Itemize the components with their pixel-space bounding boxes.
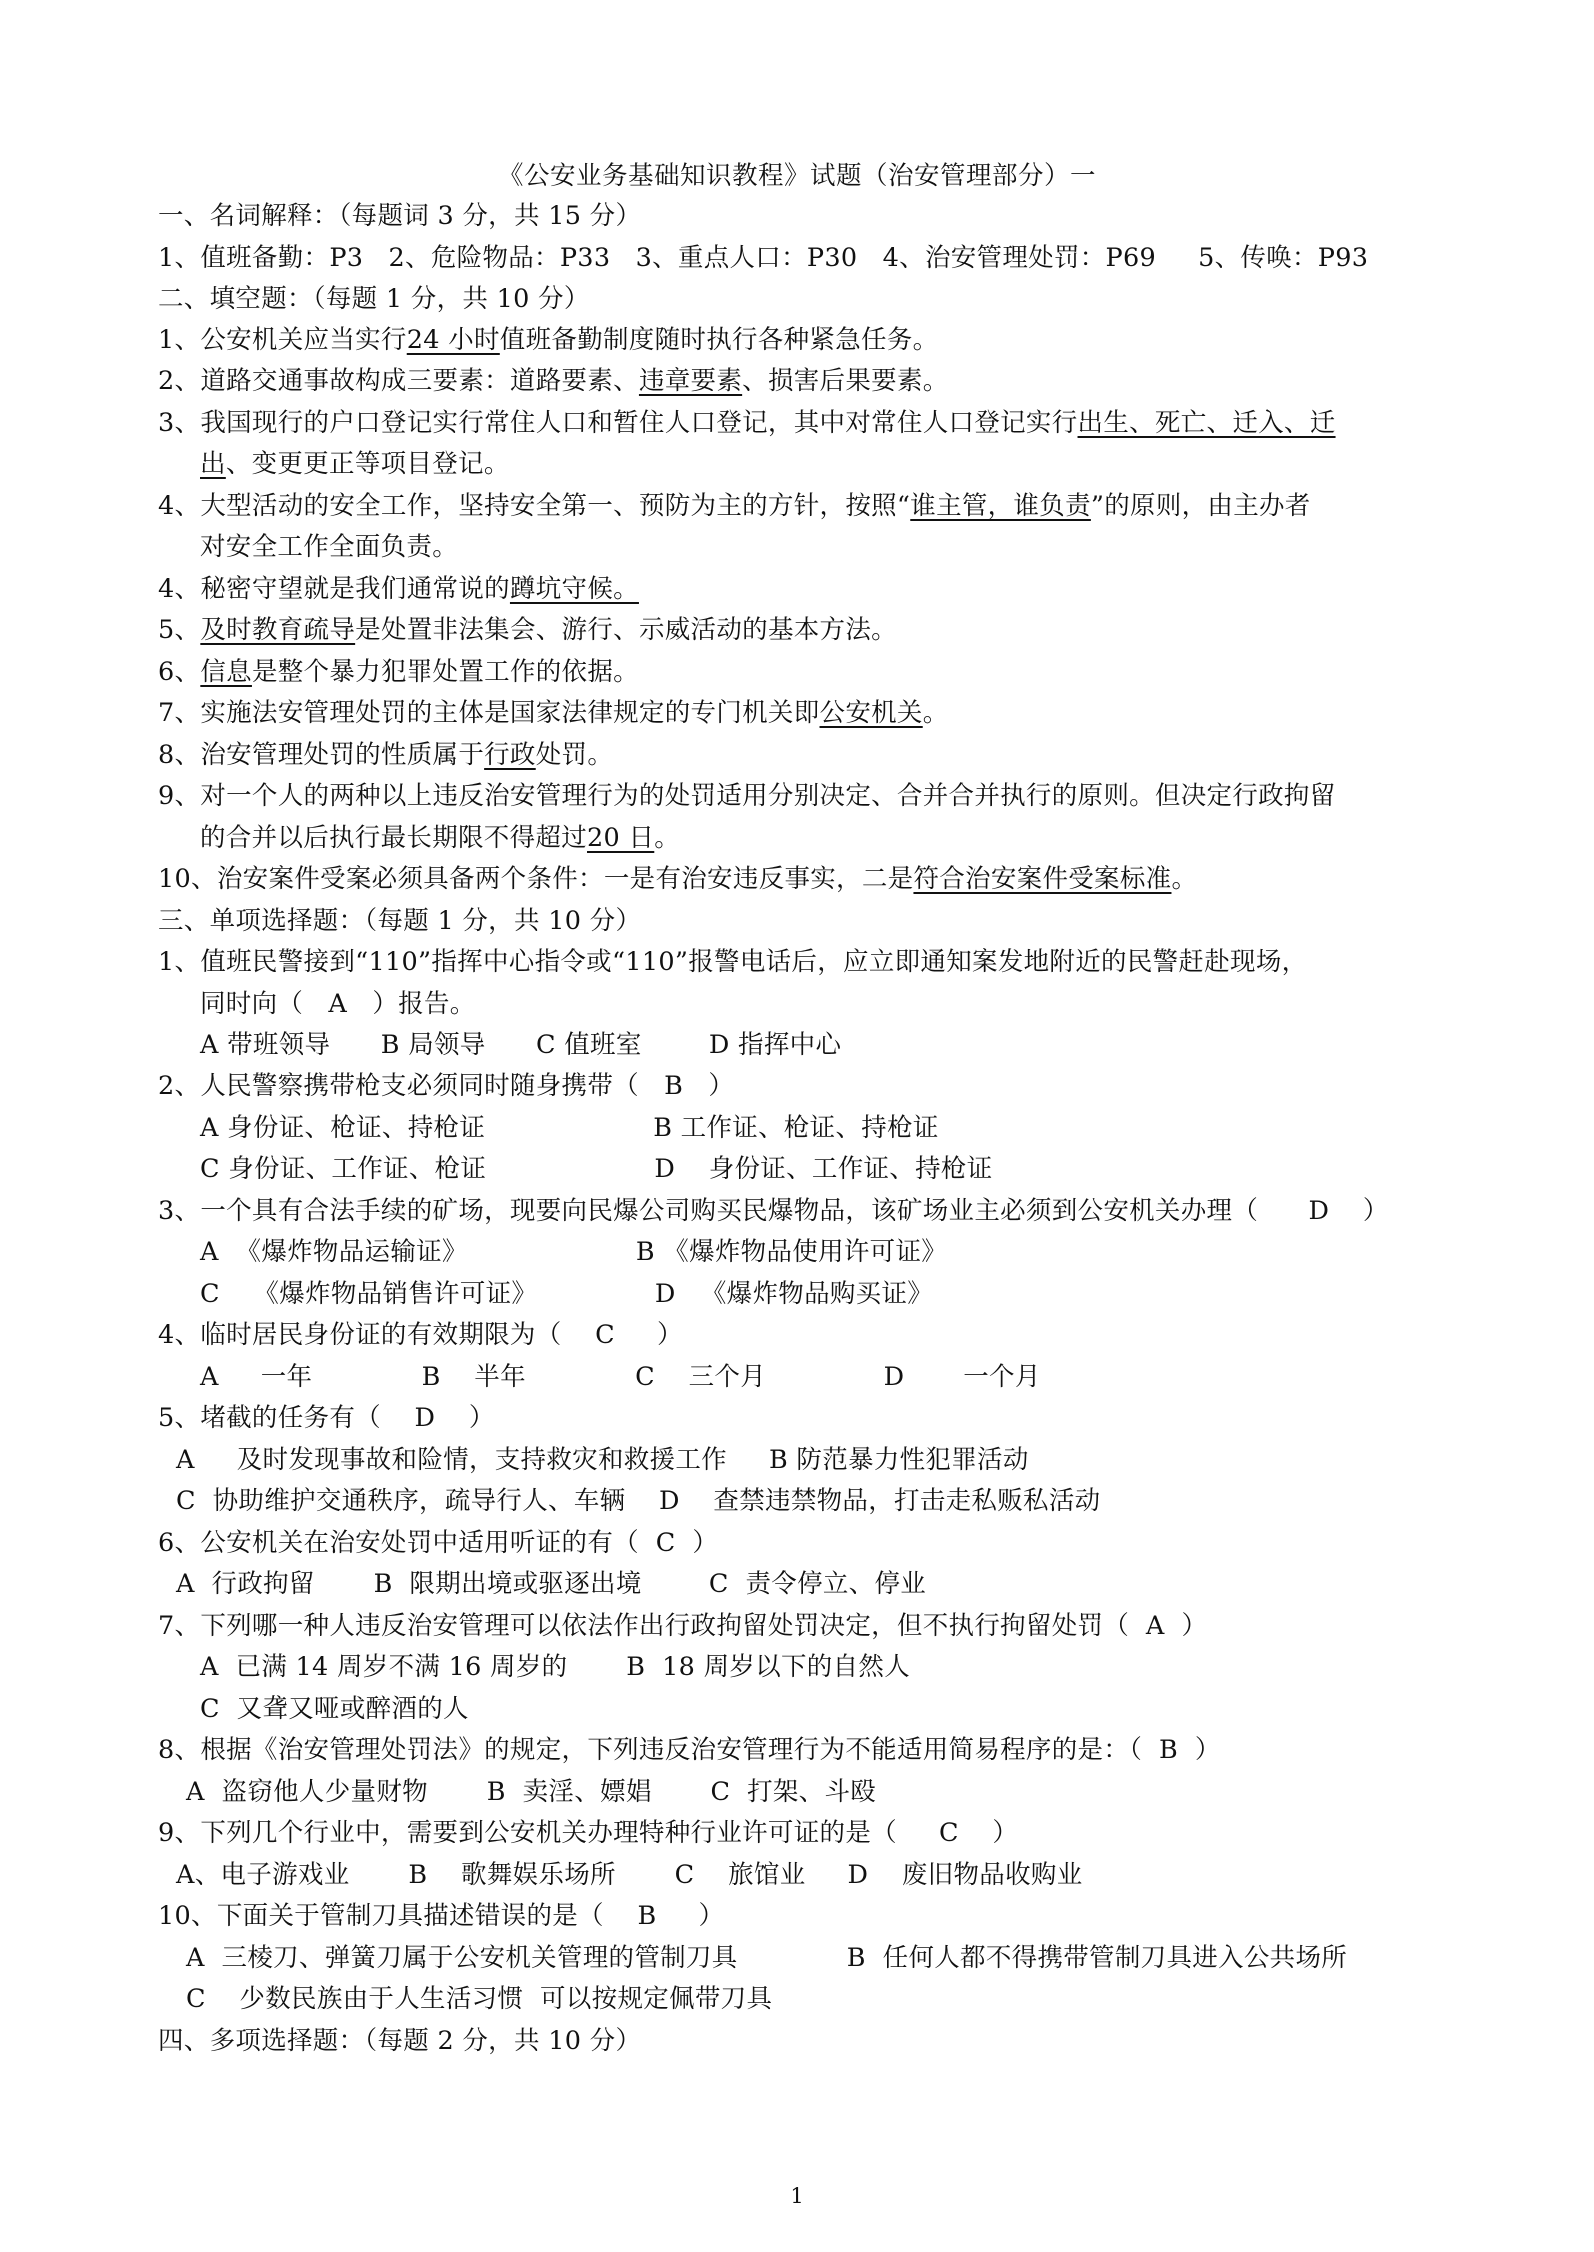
- s3-q6: 6、公安机关在治安处罚中适用听证的有（ C ）: [158, 1528, 719, 1558]
- s3-q4: 4、临时居民身份证的有效期限为（ C ）: [158, 1320, 683, 1350]
- s2-q8-pre: 8、治安管理处罚的性质属于: [158, 740, 485, 770]
- s3-q5: 5、堵截的任务有（ D ）: [158, 1403, 495, 1433]
- s3-q9-options: A、电子游戏业 B 歌舞娱乐场所 C 旅馆业 D 废旧物品收购业: [176, 1860, 1083, 1890]
- s3-q3: 3、一个具有合法手续的矿场，现要向民爆公司购买民爆物品，该矿场业主必须到公安机关办理（ D ）: [158, 1196, 1389, 1226]
- s2-q4b: [158, 569, 1448, 609]
- s2-q1-pre: 1、公安机关应当实行: [158, 325, 407, 355]
- s2-q7-answer: 公安机关: [819, 698, 923, 728]
- section-1-heading: 一、名词解释：（每题词 3 分，共 15 分）: [158, 201, 642, 231]
- s3-q10: 10、下面关于管制刀具描述错误的是（ B ）: [158, 1901, 725, 1931]
- page-number: 1: [790, 2184, 804, 2208]
- s2-q10-answer: 符合治安案件受案标准: [913, 864, 1172, 894]
- s2-q4a-post: ”的原则，由主办者: [1090, 491, 1311, 521]
- s3-q6-options: A 行政拘留 B 限期出境或驱逐出境 C 责令停立、停业: [176, 1569, 927, 1599]
- s1-term-list: 1、值班备勤：P3 2、危险物品：P33 3、重点人口：P30 4、治安管理处罚：P69 5、传唤：P93: [158, 243, 1369, 273]
- s3-q10-options-ab: A 三棱刀、弹簧刀属于公安机关管理的管制刀具 B 任何人都不得携带管制刀具进入公共场所: [186, 1943, 1348, 1973]
- s2-q9-cont: [200, 818, 1490, 858]
- s3-q1-cont: 同时向（ A ）报告。: [200, 989, 476, 1019]
- s2-q8-post: 处罚。: [535, 740, 614, 770]
- s2-q5-post: 是处置非法集会、游行、示威活动的基本方法。: [355, 615, 897, 645]
- s3-q4-options: A 一年 B 半年 C 三个月 D 一个月: [200, 1362, 1041, 1392]
- s2-q3-cont: [200, 444, 1490, 484]
- s2-q10-pre: 10、治安案件受案必须具备两个条件：一是有治安违反事实，二是: [158, 864, 914, 894]
- s2-q6-pre: 6、: [158, 657, 201, 687]
- s3-q9: 9、下列几个行业中，需要到公安机关办理特种行业许可证的是（ C ）: [158, 1818, 1019, 1848]
- s3-q3-options-ab: A 《爆炸物品运输证》 B 《爆炸物品使用许可证》: [200, 1237, 948, 1267]
- s3-q2-options-ab: A 身份证、枪证、持枪证 B 工作证、枪证、持枪证: [200, 1113, 939, 1143]
- s3-q8: 8、根据《治安管理处罚法》的规定，下列违反治安管理行为不能适用简易程序的是：（ B ）: [158, 1735, 1221, 1765]
- s3-q3-options-cd: C 《爆炸物品销售许可证》 D 《爆炸物品购买证》: [200, 1279, 934, 1309]
- s2-q2-pre: 2、道路交通事故构成三要素：道路要素、: [158, 366, 639, 396]
- s3-q2: 2、人民警察携带枪支必须同时随身携带（ B ）: [158, 1071, 735, 1101]
- s3-q1-options: A 带班领导 B 局领导 C 值班室 D 指挥中心: [200, 1030, 842, 1060]
- s2-q3-answer-part2: 出: [200, 449, 226, 479]
- s3-q10-options-c: C 少数民族由于人生活习惯 可以按规定佩带刀具: [186, 1984, 773, 2014]
- section-2-heading: 二、填空题：（每题 1 分，共 10 分）: [158, 284, 590, 314]
- document-title: 《公安业务基础知识教程》试题（治安管理部分）一: [497, 161, 1096, 191]
- s2-q5: [158, 610, 1448, 650]
- s3-q1: 1、值班民警接到“110”指挥中心指令或“110”报警电话后，应立即通知案发地附近的民警赶赴现场，: [158, 947, 1308, 977]
- s2-q5-answer: 及时教育疏导: [200, 615, 356, 645]
- s2-q4b-pre: 4、秘密守望就是我们通常说的: [158, 574, 510, 604]
- s2-q2: [158, 361, 1448, 401]
- s2-q8-answer: 行政: [484, 740, 536, 770]
- s3-q5-options-cd: C 协助维护交通秩序，疏导行人、车辆 D 查禁违禁物品，打击走私贩私活动: [176, 1486, 1101, 1516]
- s2-q9-post: 。: [654, 823, 681, 853]
- s2-q1-post: 值班备勤制度随时执行各种紧急任务。: [499, 325, 939, 355]
- s2-q4a-answer: 谁主管，谁负责: [910, 491, 1091, 521]
- s3-q7-options-c: C 又聋又哑或醉酒的人: [200, 1694, 469, 1724]
- s2-q9-pre: 的合并以后执行最长期限不得超过: [200, 823, 588, 853]
- section-3-heading: 三、单项选择题：（每题 1 分，共 10 分）: [158, 906, 642, 936]
- s2-q4b-answer: 蹲坑守候。: [509, 574, 639, 604]
- s3-q7-options-ab: A 已满 14 周岁不满 16 周岁的 B 18 周岁以下的自然人: [200, 1652, 910, 1682]
- s2-q3-post: 、变更更正等项目登记。: [225, 449, 510, 479]
- s2-q7-pre: 7、实施法安管理处罚的主体是国家法律规定的专门机关即: [158, 698, 820, 728]
- s2-q4a: [158, 486, 1448, 526]
- s2-q3-pre: 3、我国现行的户口登记实行常住人口和暂住人口登记，其中对常住人口登记实行: [158, 408, 1078, 438]
- s2-q6-post: 是整个暴力犯罪处置工作的依据。: [251, 657, 639, 687]
- s2-q4a-cont: 对安全工作全面负责。: [200, 532, 459, 562]
- s3-q7: 7、下列哪一种人违反治安管理可以依法作出行政拘留处罚决定，但不执行拘留处罚（ A ）: [158, 1611, 1208, 1641]
- s2-q9: 9、对一个人的两种以上违反治安管理行为的处罚适用分别决定、合并合并执行的原则。但决定行政拘留: [158, 781, 1336, 811]
- s2-q6: [158, 652, 1448, 692]
- s2-q2-answer: 违章要素: [638, 366, 743, 396]
- s2-q5-pre: 5、: [158, 615, 201, 645]
- s2-q10-post: 。: [1171, 864, 1198, 894]
- s2-q3-answer-part1: 出生、死亡、迁入、迁: [1077, 408, 1336, 438]
- s3-q2-options-cd: C 身份证、工作证、枪证 D 身份证、工作证、持枪证: [200, 1154, 993, 1184]
- section-4-heading: 四、多项选择题：（每题 2 分，共 10 分）: [158, 2026, 642, 2056]
- s2-q7: [158, 693, 1448, 733]
- s3-q8-options: A 盗窃他人少量财物 B 卖淫、嫖娼 C 打架、斗殴: [186, 1777, 877, 1807]
- s2-q7-post: 。: [922, 698, 949, 728]
- s2-q1: [158, 320, 1448, 360]
- s2-q4a-pre: 4、大型活动的安全工作，坚持安全第一、预防为主的方针，按照“: [158, 491, 911, 521]
- s2-q3: [158, 403, 1448, 443]
- s2-q1-answer: 24 小时: [406, 325, 500, 355]
- s2-q10: [158, 859, 1448, 899]
- s2-q8: [158, 735, 1448, 775]
- s2-q2-post: 、损害后果要素。: [742, 366, 949, 396]
- s2-q9-answer: 20 日: [587, 823, 655, 853]
- s2-q6-answer: 信息: [200, 657, 252, 687]
- s3-q5-options-ab: A 及时发现事故和险情，支持救灾和救援工作 B 防范暴力性犯罪活动: [176, 1445, 1029, 1475]
